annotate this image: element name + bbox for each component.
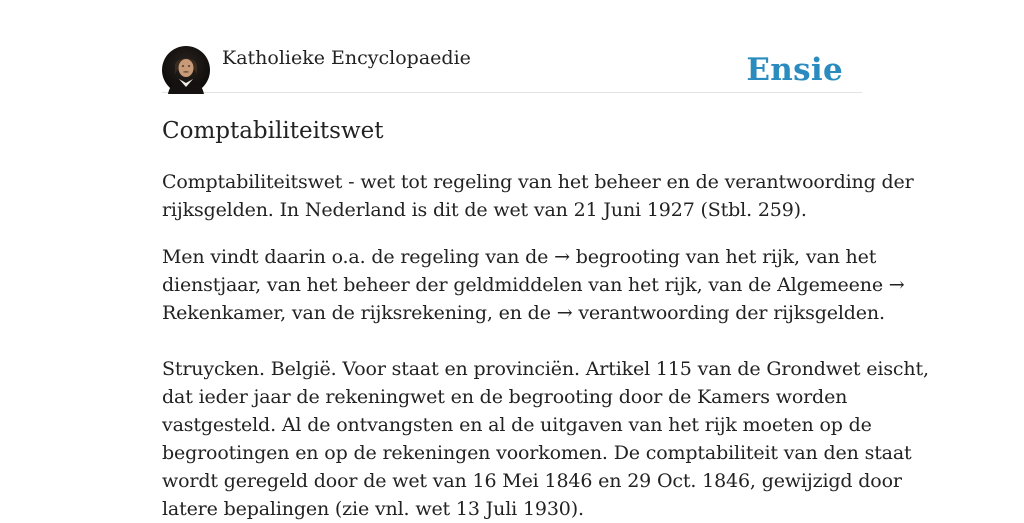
text-line: Struycken. België. Voor staat en provinciën. Artikel 115 van de Grondwet eischt,	[162, 358, 929, 380]
text-line: rijksgelden. In Nederland is dit de wet van 21 Juni 1927 (Stbl. 259).	[162, 199, 807, 221]
link-verantwoording[interactable]: → verantwoording	[556, 302, 730, 324]
text-line: Comptabiliteitswet - wet tot regeling van het beheer en de verantwoording der	[162, 171, 914, 193]
text-line: latere bepalingen (zie vnl. wet 13 Juli 1930).	[162, 498, 584, 520]
page-title: Comptabiliteitswet	[162, 118, 384, 144]
text-line	[162, 243, 877, 271]
text-segment: Men vindt daarin o.a. de regeling van de	[162, 246, 555, 268]
text-line: begrootingen en op de rekeningen voorkomen. De comptabiliteit van den staat	[162, 442, 912, 464]
text-line: dat ieder jaar de rekeningwet en de begrooting door de Kamers worden	[162, 386, 848, 408]
text-line[interactable]: dienstjaar, van het beheer der geldmiddelen van het rijk, van de Algemeene →	[162, 274, 905, 296]
portrait-avatar-icon[interactable]	[162, 46, 210, 94]
link-begrooting[interactable]: → begrooting	[554, 246, 680, 268]
text-line: vastgesteld. Al de ontvangsten en al de uitgaven van het rijk moeten op de	[162, 414, 872, 436]
portrait-avatar-image	[162, 46, 210, 94]
header	[162, 46, 862, 93]
paragraph-contents	[162, 243, 905, 327]
link-rekenkamer[interactable]: Rekenkamer	[162, 302, 281, 324]
article-body	[162, 168, 929, 523]
paragraph-definition	[162, 168, 914, 224]
text-segment: , van de rijksrekening, en de	[280, 302, 557, 324]
text-line: wordt geregeld door de wet van 16 Mei 1846 en 29 Oct. 1846, gewijzigd door	[162, 470, 902, 492]
ensie-logo[interactable]: Ensie	[746, 52, 843, 88]
source-title[interactable]: Katholieke Encyclopaedie	[222, 47, 471, 69]
text-segment: der rijksgelden.	[729, 302, 885, 324]
paragraph-belgium	[162, 355, 929, 523]
text-line	[162, 299, 885, 327]
article-page	[162, 0, 929, 520]
text-segment: van het rijk, van het	[679, 246, 877, 268]
